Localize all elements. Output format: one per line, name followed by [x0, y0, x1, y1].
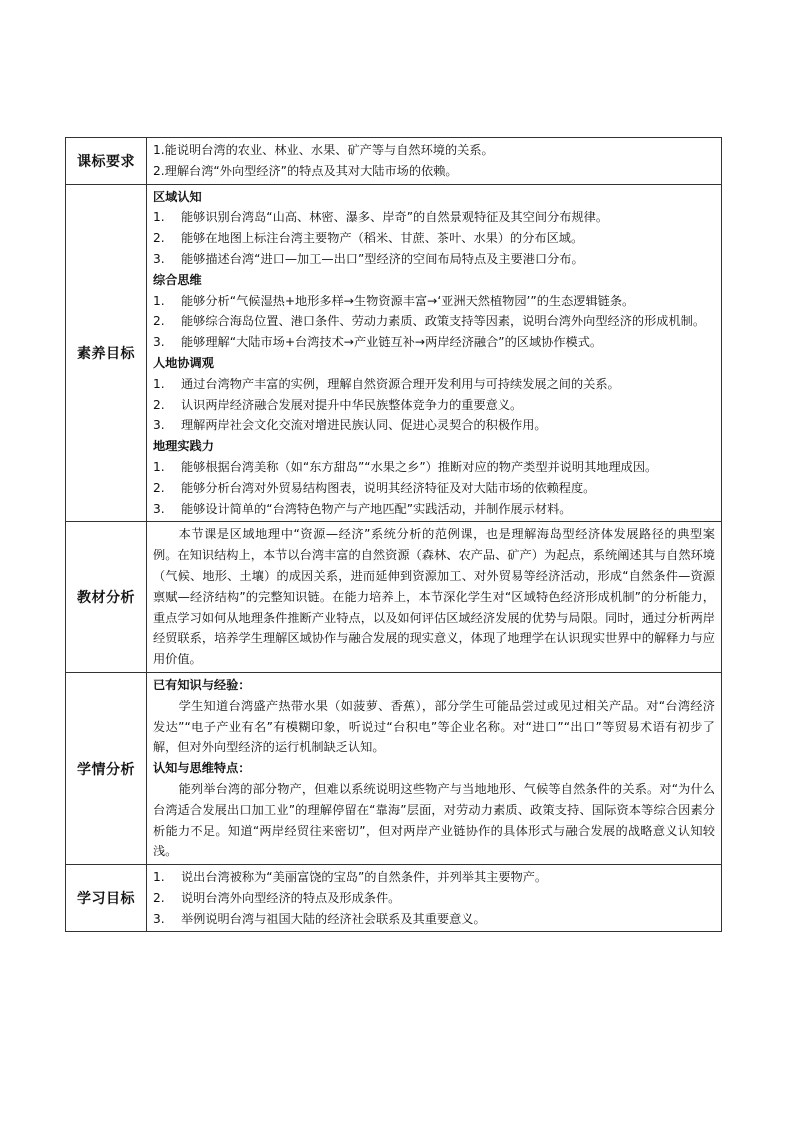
list-item [153, 499, 715, 520]
list-item [153, 291, 715, 312]
item-number: 2. [153, 890, 165, 905]
table-row [66, 865, 722, 932]
item-text: 能够分析台湾对外贸易结构图表，说明其经济特征及对大陆市场的依赖程度。 [181, 480, 596, 495]
list-item [153, 207, 715, 228]
objectives-content [147, 865, 722, 932]
item-text: 认识两岸经济融合发展对提升中华民族整体竞争力的重要意义。 [181, 397, 523, 412]
item-number: 1. [153, 210, 165, 225]
list-item [153, 888, 715, 909]
row-label-learner: 学情分析 [66, 672, 147, 864]
item-number: 2. [153, 314, 165, 329]
section-heading: 认知与思维特点： [153, 761, 251, 776]
item-number: 1. [153, 293, 165, 308]
curriculum-item: 1.能说明台湾的农业、林业、水果、矿产等与自然环境的关系。 [153, 143, 494, 157]
item-text: 说出台湾被称为“美丽富饶的宝岛”的自然条件，并列举其主要物产。 [181, 870, 548, 885]
item-number: 3. [153, 501, 165, 516]
item-number: 3. [153, 251, 165, 266]
list-item [153, 478, 715, 499]
group-heading: 人地协调观 [153, 355, 214, 370]
table-row [66, 138, 722, 185]
item-number: 2. [153, 480, 165, 495]
table-row [66, 522, 722, 673]
group-heading: 区域认知 [153, 189, 202, 204]
item-text: 能够在地图上标注台湾主要物产（稻米、甘蔗、茶叶、水果）的分布区域。 [181, 231, 584, 246]
textbook-paragraph: 本节课是区域地理中“资源—经济”系统分析的范例课，也是理解海岛型经济体发展路径的典型案例。在知识结构上，本节以台湾丰富的自然资源（森林、农产品、矿产）为起点，系统阐述其与自然环境（气候、地形、土壤）的成因关系，进而延伸到资源加工、对外贸易等经济活动，形成“自然条件—资源禀赋—经济结构”的完整知识链。在能力培养上，本节深化学生对“区域特色经济形成机制”的分析能力，重点学习如何从地理条件推断产业特点，以及如何评估区域经济发展的优势与局限。同时，通过分析两岸经贸联系，培养学生理解区域协作与融合发展的现实意义，体现了地理学在认识现实世界中的解释力与应用价值。 [153, 527, 715, 667]
row-label-curriculum: 课标要求 [66, 138, 147, 185]
table-row [66, 672, 722, 864]
item-text: 举例说明台湾与祖国大陆的经济社会联系及其重要意义。 [181, 911, 486, 926]
item-text: 能够识别台湾岛“山高、林密、瀑多、岸奇”的自然景观特征及其空间分布规律。 [181, 210, 609, 225]
item-text: 通过台湾物产丰富的实例，理解自然资源合理开发利用与可持续发展之间的关系。 [181, 376, 620, 391]
group-heading: 综合思维 [153, 272, 202, 287]
item-text: 能够设计简单的“台湾特色物产与产地匹配”实践活动，并制作展示材料。 [181, 501, 572, 516]
row-label-literacy: 素养目标 [66, 184, 147, 522]
item-text: 说明台湾外向型经济的特点及形成条件。 [181, 890, 401, 905]
item-text: 能够理解“大陆市场+台湾技术→产业链互补→两岸经济融合”的区域协作模式。 [181, 335, 603, 350]
group-heading: 地理实践力 [153, 439, 214, 454]
list-item [153, 311, 715, 332]
curriculum-content [147, 138, 722, 185]
item-number: 1. [153, 459, 165, 474]
item-text: 能够分析“气候湿热+地形多样→生物资源丰富→‘亚洲天然植物园’”的生态逻辑链条。 [181, 293, 635, 308]
lesson-plan-table [65, 137, 722, 932]
item-number: 3. [153, 418, 165, 433]
list-item [153, 457, 715, 478]
section-paragraph: 学生知道台湾盛产热带水果（如菠萝、香蕉），部分学生可能品尝过或见过相关产品。对“台湾经济发达”“电子产业有名”有模糊印象，听说过“台积电”等企业名称。对“进口”“出口”等贸易术语有初步了解，但对外向型经济的运行机制缺乏认知。 [153, 698, 715, 755]
item-text: 理解两岸社会文化交流对增进民族认同、促进心灵契合的积极作用。 [181, 418, 547, 433]
list-item [153, 228, 715, 249]
list-item [153, 415, 715, 436]
list-item [153, 867, 715, 888]
section-heading: 已有知识与经验： [153, 677, 251, 692]
learner-content [147, 672, 722, 864]
curriculum-item: 2.理解台湾“外向型经济”的特点及其对大陆市场的依赖。 [153, 163, 458, 178]
textbook-content [147, 522, 722, 673]
item-number: 1. [153, 376, 165, 391]
item-number: 2. [153, 231, 165, 246]
list-item [153, 249, 715, 270]
section-paragraph: 能列举台湾的部分物产，但难以系统说明这些物产与当地地形、气候等自然条件的关系。对“为什么台湾适合发展出口加工业”的理解停留在“靠海”层面，对劳动力素质、政策支持、国际资本等综合因素分析能力不足。知道“两岸经贸往来密切”，但对两岸产业链协作的具体形式与融合发展的战略意义认知较浅。 [153, 781, 715, 859]
item-number: 3. [153, 911, 165, 926]
item-text: 能够综合海岛位置、港口条件、劳动力素质、政策支持等因素，说明台湾外向型经济的形成机制。 [181, 314, 706, 329]
literacy-content [147, 184, 722, 522]
row-label-textbook: 教材分析 [66, 522, 147, 673]
row-label-objectives: 学习目标 [66, 865, 147, 932]
table-row [66, 184, 722, 522]
item-text: 能够描述台湾“进口—加工—出口”型经济的空间布局特点及主要港口分布。 [181, 251, 584, 266]
item-number: 1. [153, 870, 165, 885]
item-number: 2. [153, 397, 165, 412]
list-item [153, 332, 715, 353]
list-item [153, 374, 715, 395]
item-text: 能够根据台湾美称（如“东方甜岛”“水果之乡”）推断对应的物产类型并说明其地理成因。 [181, 459, 658, 474]
item-number: 3. [153, 335, 165, 350]
list-item [153, 395, 715, 416]
list-item [153, 909, 715, 930]
